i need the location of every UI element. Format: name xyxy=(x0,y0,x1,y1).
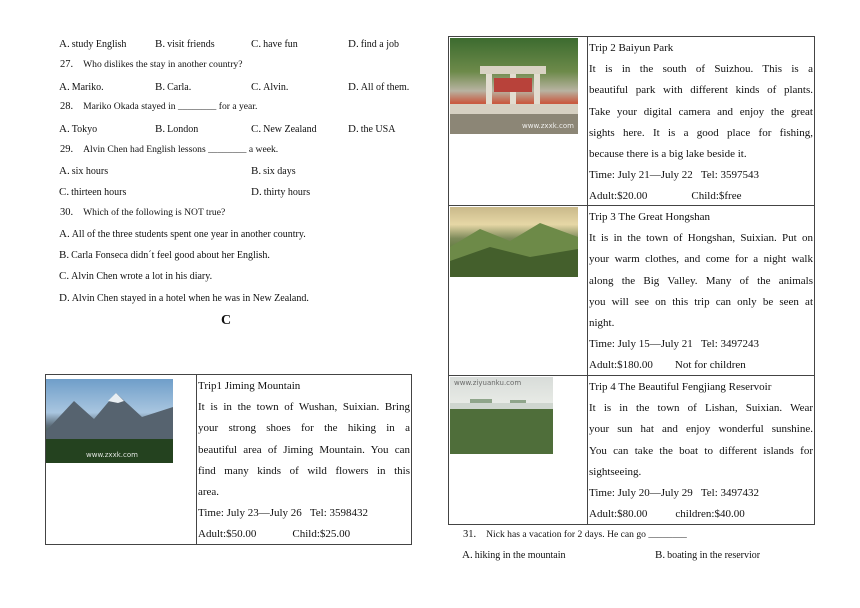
trip1-line-5: area. xyxy=(198,486,220,499)
trip2-park-photo xyxy=(450,38,578,134)
trip3-image-cell xyxy=(449,206,588,375)
trip1-line-2: your strong shoes for the hiking in a xyxy=(198,422,410,435)
q28-option-a[interactable]: A. Tokyo xyxy=(59,123,98,135)
trip2-tel: Tel: 3597543 xyxy=(700,169,760,182)
trip2-title: Trip 2 Baiyun Park xyxy=(589,42,674,54)
trip1-adult: Adult:$50.00 xyxy=(198,528,257,541)
trip3-text-cell xyxy=(588,206,814,375)
trip1-text-cell xyxy=(197,375,411,544)
trip3-tel: Tel: 3497243 xyxy=(700,338,760,351)
trip4-time-row xyxy=(589,483,813,504)
trip1-tel: Tel: 3598432 xyxy=(309,507,369,520)
trip2-image-cell xyxy=(449,37,588,205)
q27-option-d[interactable]: D. All of them. xyxy=(348,81,410,93)
trip4-line-2: your sun hat and enjoy wonderful sunshine. xyxy=(589,423,813,436)
trip4-line-4: sightseeing. xyxy=(589,465,642,478)
q27-option-c[interactable]: C. Alvin. xyxy=(251,81,289,93)
q31-option-a[interactable]: A. hiking in the mountain xyxy=(462,549,566,561)
trip4-text-cell xyxy=(588,376,814,524)
trip2-line-4: sights here. It is a good place for fishing, xyxy=(589,126,813,139)
trip2-price-row xyxy=(589,186,813,207)
q30-stem: 30. Which of the following is NOT true? xyxy=(60,207,226,218)
trip2-time-row xyxy=(589,165,813,186)
trip1-image-cell xyxy=(46,375,197,544)
trip2-line-1: It is in the south of Suizhou. This is a xyxy=(589,63,813,76)
trip3-line-4: you will see on this trip can only be seen at xyxy=(589,295,813,308)
q29-option-a[interactable]: A. six hours xyxy=(59,165,109,177)
trip3-time: Time: July 15—July 21 xyxy=(589,338,693,351)
q29-option-b[interactable]: B. six days xyxy=(251,165,296,177)
trip3-line-5: night. xyxy=(589,317,615,330)
q26-option-d[interactable]: D. find a job xyxy=(348,38,400,50)
q28-stem: 28. Mariko Okada stayed in ________ for a year. xyxy=(60,101,258,112)
q30-option-d[interactable]: D. Alvin Chen stayed in a hotel when he was in New Zealand. xyxy=(59,292,309,304)
trip3-time-row xyxy=(589,334,813,355)
trip1-child: Child:$25.00 xyxy=(292,528,351,541)
trip3-adult: Adult:$180.00 xyxy=(589,359,653,372)
trip2-time: Time: July 21—July 22 xyxy=(589,169,693,182)
trip3-child: Not for children xyxy=(674,359,746,372)
trip4-price-row xyxy=(589,504,813,525)
trip2-line-3: Take your digital camera and enjoy the great xyxy=(589,105,813,118)
trip4-reservoir-photo xyxy=(450,377,553,454)
trip2-watermark: www.zxxk.com xyxy=(522,122,574,130)
trip2-child: Child:$free xyxy=(691,190,742,203)
trip1-time-row xyxy=(198,503,410,524)
trip3-table xyxy=(448,206,815,376)
trip1-line-1: It is in the town of Wushan, Suixian. Bring xyxy=(198,401,410,414)
trip1-line-3: beautiful area of Jiming Mountain. You can xyxy=(198,443,410,456)
trip1-line-4: find many kinds of wild flowers in this xyxy=(198,464,410,477)
trip2-line-5: because there is a big lake beside it. xyxy=(589,148,747,161)
section-label: C xyxy=(221,313,232,328)
trip4-tel: Tel: 3497432 xyxy=(700,487,760,500)
q26-option-b[interactable]: B. visit friends xyxy=(155,38,215,50)
trip1-price-row xyxy=(198,524,410,545)
trip2-text-cell xyxy=(588,37,814,205)
trip4-image-cell xyxy=(449,376,588,524)
q27-option-b[interactable]: B. Carla. xyxy=(155,81,192,93)
q28-option-c[interactable]: C. New Zealand xyxy=(251,123,317,135)
trip4-watermark: www.ziyuanku.com xyxy=(454,379,522,387)
trip1-time: Time: July 23—July 26 xyxy=(198,507,302,520)
trip3-price-row xyxy=(589,355,813,376)
q26-option-a[interactable]: A. study English xyxy=(59,38,127,50)
q29-stem: 29. Alvin Chen had English lessons ________ a week. xyxy=(60,144,279,155)
gate-icon xyxy=(450,38,578,134)
q29-option-d[interactable]: D. thirty hours xyxy=(251,186,311,198)
trip3-hills-photo xyxy=(450,207,578,277)
q28-option-b[interactable]: B. London xyxy=(155,123,199,135)
trip1-title: Trip1 Jiming Mountain xyxy=(198,380,301,392)
trip4-line-3: You can take the boat to different islands for xyxy=(589,444,813,457)
hills-icon xyxy=(450,207,578,277)
trip3-line-2: your warm clothes, and come for a night walk xyxy=(589,253,813,266)
q31-option-b[interactable]: B. boating in the reservior xyxy=(655,549,761,561)
q27-stem: 27. Who dislikes the stay in another country? xyxy=(60,59,243,70)
trip3-title: Trip 3 The Great Hongshan xyxy=(589,211,710,223)
trip4-line-1: It is in the town of Lishan, Suixian. Wear xyxy=(589,402,813,415)
q30-option-a[interactable]: A. All of the three students spent one year in another country. xyxy=(59,228,306,240)
trip2-table xyxy=(448,36,815,206)
trip1-watermark: www.zxxk.com xyxy=(86,451,138,459)
trip3-line-3: along the Big Valley. Many of the animals xyxy=(589,274,813,287)
trip1-mountain-photo xyxy=(46,379,173,463)
lake-icon xyxy=(450,377,553,454)
trip4-child: children:$40.00 xyxy=(675,508,745,521)
q30-option-c[interactable]: C. Alvin Chen wrote a lot in his diary. xyxy=(59,270,213,282)
trip4-title: Trip 4 The Beautiful Fengjiang Reservoir xyxy=(589,381,772,393)
trip3-line-1: It is in the town of Hongshan, Suixian. Put on xyxy=(589,232,813,245)
trip1-table xyxy=(45,374,412,545)
q26-option-c[interactable]: C. have fun xyxy=(251,38,298,50)
trip2-adult: Adult:$20.00 xyxy=(589,190,648,203)
trip4-table xyxy=(448,376,815,525)
q30-option-b[interactable]: B. Carla Fonseca didn´t feel good about her English. xyxy=(59,249,270,261)
q27-option-a[interactable]: A. Mariko. xyxy=(59,81,104,93)
q31-stem: 31. Nick has a vacation for 2 days. He can go ________ xyxy=(463,529,687,540)
q29-option-c[interactable]: C. thirteen hours xyxy=(59,186,127,198)
trip2-line-2: beautiful park with different kinds of plants. xyxy=(589,84,813,97)
trip4-time: Time: July 20—July 29 xyxy=(589,487,693,500)
q28-option-d[interactable]: D. the USA xyxy=(348,123,396,135)
trip4-adult: Adult:$80.00 xyxy=(589,508,648,521)
